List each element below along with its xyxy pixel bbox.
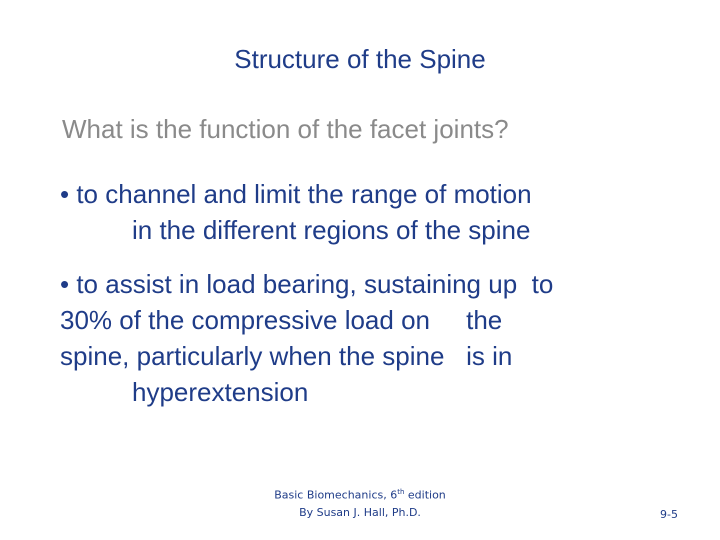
page-number: 9-5 bbox=[660, 508, 678, 521]
bullet-point-2 bbox=[60, 266, 553, 410]
bullet-2-line-4: hyperextension bbox=[132, 377, 309, 407]
bullet-2-line-1: • to assist in load bearing, sustaining up to bbox=[60, 269, 554, 299]
footer-book-suffix: edition bbox=[404, 488, 446, 502]
bullet-2-line-2: 30% of the compressive load on the bbox=[60, 305, 503, 335]
footer-book-sup: th bbox=[397, 488, 405, 496]
footer-author: By Susan J. Hall, Ph.D. bbox=[299, 505, 421, 519]
bullet-1-line-2: in the different regions of the spine bbox=[132, 215, 531, 245]
bullet-1-line-1: • to channel and limit the range of motion bbox=[60, 179, 532, 209]
bullet-point-1 bbox=[60, 176, 532, 248]
slide-title: Structure of the Spine bbox=[234, 44, 486, 74]
question-text: What is the function of the facet joints? bbox=[62, 114, 509, 144]
footer-book-title bbox=[0, 484, 720, 504]
footer-citation bbox=[0, 484, 720, 521]
bullet-2-line-3: spine, particularly when the spine is in bbox=[60, 341, 513, 371]
footer-book-prefix: Basic Biomechanics, 6 bbox=[274, 488, 398, 502]
